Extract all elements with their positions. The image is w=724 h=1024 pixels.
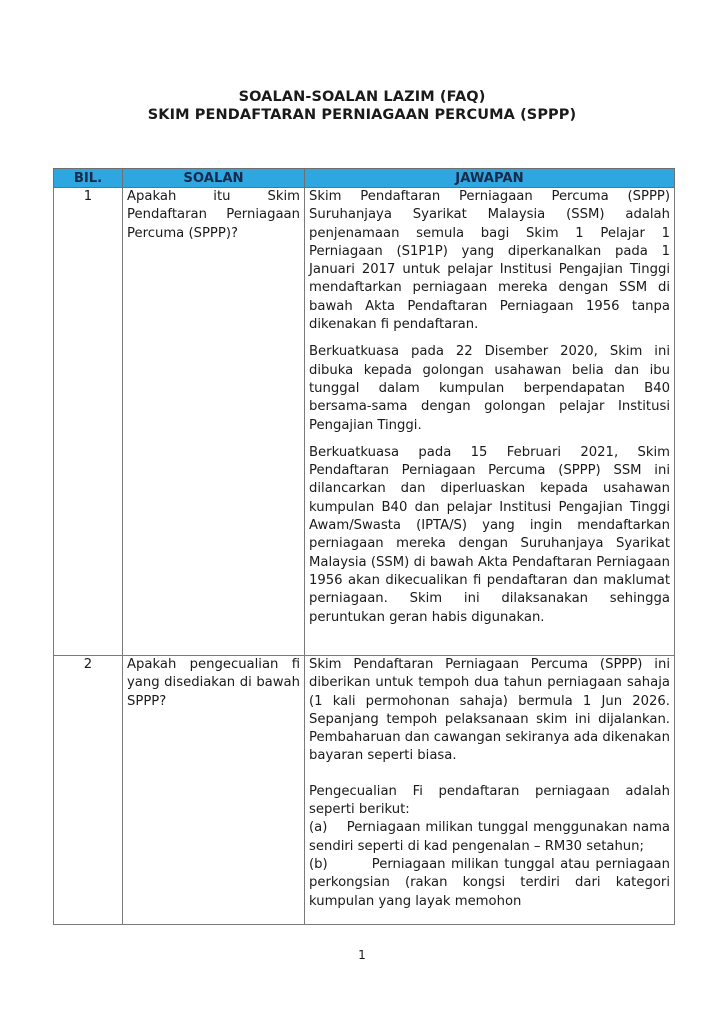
question-text: Apakah pengecualian fi yang disediakan di bawah SPPP? [123,656,305,925]
page-number: 1 [358,948,366,962]
list-item-a [309,819,670,856]
table-row [54,656,675,925]
answer-paragraph: Berkuatkuasa pada 15 Februari 2021, Skim Pendaftaran Perniagaan Percuma (SPPP) SSM ini dilancarkan dan diperluaskan kepada usahawan kumpulan B40 dan pelajar Institusi Pengajian Tinggi Awam/Swasta (IPTA/S) yang ingin mendaftarkan perniagaan mereka dengan Suruhanjaya Syarikat Malaysia (SSM) di bawah Akta Pendaftaran Perniagaan 1956 akan dikecualikan fi pendaftaran dan maklumat perniagaan. Skim ini dilaksanakan sehingga peruntukan geran habis digunakan. [309,444,670,625]
question-text: Apakah itu Skim Pendaftaran Perniagaan Percuma (SPPP)? [123,188,305,656]
answer-paragraph: Berkuatkuasa pada 22 Disember 2020, Skim ini dibuka kepada golongan usahawan belia dan ibu tunggal dalam kumpulan berpendapatan B40 bersama-sama dengan golongan pelajar Institusi Pengajian Tinggi. [309,344,670,433]
row-number: 1 [54,188,123,656]
answer-cell [305,188,675,656]
table-header-row [54,169,675,188]
list-marker: (a) [309,820,328,836]
answer-paragraph: Skim Pendaftaran Perniagaan Percuma (SPPP) Suruhanjaya Syarikat Malaysia (SSM) adalah penjenamaan semula bagi Skim 1 Pelajar 1 Perniagaan (S1P1P) yang diperkanalkan pada 1 Januari 2017 untuk pelajar Institusi Pengajian Tinggi mendaftarkan perniagaan mereka dengan SSM di bawah Akta Pendaftaran Perniagaan 1956 tanpa dikenakan fi pendaftaran. [309,189,670,333]
row-number: 2 [54,656,123,925]
faq-table [53,168,675,925]
list-text: Perniagaan milikan tunggal atau perniagaan perkongsian (rakan kongsi terdiri dari kategori kumpulan yang layak memohon [309,856,670,909]
answer-paragraph: Pengecualian Fi pendaftaran perniagaan adalah seperti berikut: [309,783,670,818]
header-jawapan: JAWAPAN [305,169,675,188]
document-subtitle: SKIM PENDAFTARAN PERNIAGAAN PERCUMA (SPPP) [147,107,577,123]
answer-paragraph: Skim Pendaftaran Perniagaan Percuma (SPPP) ini diberikan untuk tempoh dua tahun perniagaan sahaja (1 kali permohonan sahaja) bermula 1 Jun 2026. Sepanjang tempoh pelaksanaan skim ini dijalankan. Pembaharuan dan cawangan sekiranya ada dikenakan bayaran seperti biasa. [309,657,670,764]
header-soalan: SOALAN [123,169,305,188]
answer-cell [305,656,675,925]
document-title: SOALAN-SOALAN LAZIM (FAQ) [238,89,486,105]
table-row [54,188,675,656]
header-bil: BIL. [54,169,123,188]
list-marker: (b) [309,856,328,872]
list-text: Perniagaan milikan tunggal menggunakan nama sendiri seperti di kad pengenalan – RM30 setahun; [309,820,670,854]
list-item-b [309,856,670,911]
